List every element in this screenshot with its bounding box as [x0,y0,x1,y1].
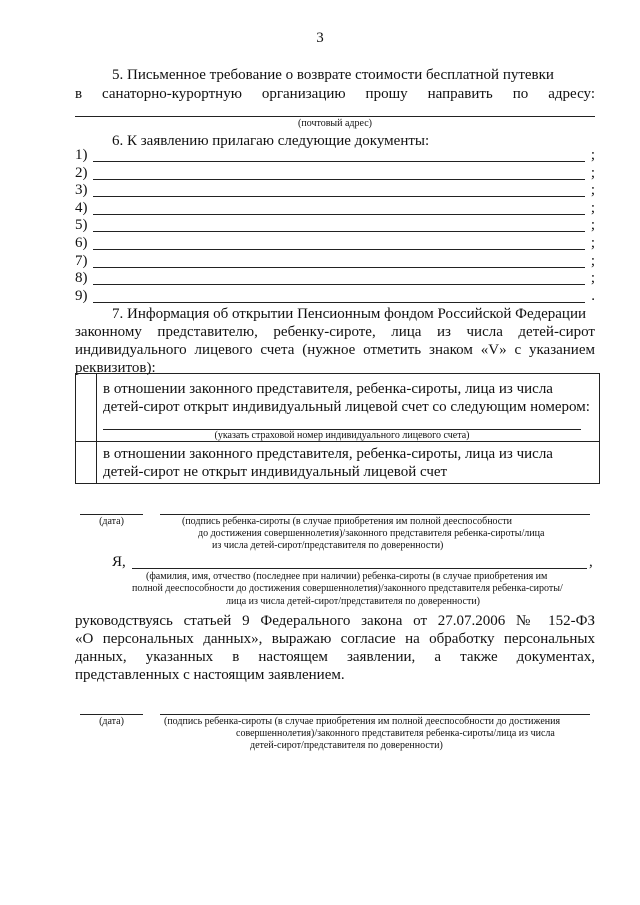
list-item-number: 8) [75,270,88,287]
signature-caption-1-line1: (подпись ребенка-сироты (в случае приобретения им полной дееспособности [182,516,512,527]
postal-address-caption: (почтовый адрес) [298,118,372,129]
document-line-field[interactable] [93,284,585,285]
list-item-number: 2) [75,164,88,181]
section5-line2: в санаторно-курортную организацию прошу направить по адресу: [75,86,595,102]
list-item-number: 7) [75,252,88,269]
signature-caption-1-line3: из числа детей-сирот/представителя по доверенности) [212,540,444,551]
consent-comma: , [589,554,593,570]
consent-text-line1: руководствуясь статьей 9 Федерального закона от 27.07.2006 № 152-ФЗ [75,613,595,629]
list-item [75,147,595,165]
list-item-end-mark: ; [590,270,595,287]
consent-ya: Я, [112,554,126,570]
document-line-field[interactable] [93,214,585,215]
section6-heading: 6. К заявлению прилагаю следующие документы: [112,133,430,149]
signature-field-2[interactable] [160,714,590,715]
document-line-field[interactable] [93,302,585,303]
list-item-end-mark: ; [590,235,595,251]
list-item [75,200,595,218]
list-item-number: 4) [75,199,88,216]
date-field-2[interactable] [80,714,143,715]
signature-caption-2-line2: совершеннолетия)/законного представителя ребенка-сироты/лица из числа [236,728,555,739]
full-name-field[interactable] [132,568,587,569]
list-item-number: 1) [75,147,88,163]
option-not-opened-line2: детей-сирот не открыт индивидуальный лицевой счет [103,464,448,480]
section7-line4: реквизитов): [75,360,156,376]
list-item-end-mark: ; [590,217,595,234]
date-caption-2: (дата) [99,716,124,727]
consent-text-line4: представленных с настоящим заявлением. [75,667,345,683]
list-item [75,288,595,306]
postal-address-field[interactable] [75,116,595,117]
document-line-field[interactable] [93,161,585,162]
table-row-divider [76,441,599,442]
list-item [75,270,595,288]
consent-text-line3: данных, указанных в настоящем заявлении, а также документах, [75,649,595,665]
section7-line2: законному представителю, ребенку-сироте, лица из числа детей-сирот [75,324,595,340]
document-line-field[interactable] [93,231,585,232]
option-opened-checkbox[interactable] [76,374,96,441]
list-item-end-mark: ; [590,252,595,269]
signature-caption-2-line3: детей-сирот/представителя по доверенности) [250,740,443,751]
section7-line1: 7. Информация об открытии Пенсионным фондом Российской Федерации [112,306,586,322]
signature-field-1[interactable] [160,514,590,515]
list-item [75,253,595,271]
section7-line3: индивидуального лицевого счета (нужное отметить знаком «V» с указанием [75,342,595,358]
document-line-field[interactable] [93,196,585,197]
section5-line1: 5. Письменное требование о возврате стоимости бесплатной путевки [112,67,554,83]
option-not-opened-line1: в отношении законного представителя, ребенка-сироты, лица из числа [103,446,553,462]
list-item-number: 9) [75,287,88,304]
signature-caption-2-line1: (подпись ребенка-сироты (в случае приобретения им полной дееспособности до достижения [164,716,561,727]
option-opened-line2: детей-сирот открыт индивидуальный лицевой счет со следующим номером: [103,399,590,415]
list-item-end-mark: . [591,287,595,304]
list-item [75,217,595,235]
list-item-end-mark: ; [590,164,595,181]
full-name-caption-line2: полной дееспособности до достижения совершеннолетия)/законного представителя ребенка-сироты/ [132,583,563,594]
document-line-field[interactable] [93,267,585,268]
option-opened-line1: в отношении законного представителя, ребенка-сироты, лица из числа [103,381,553,397]
date-caption-1: (дата) [99,516,124,527]
account-info-table [75,373,600,484]
option-not-opened-checkbox[interactable] [76,441,96,485]
page-number: 3 [316,30,324,46]
full-name-caption-line1: (фамилия, имя, отчество (последнее при наличии) ребенка-сироты (в случае приобретения им [146,571,548,582]
document-line-field[interactable] [93,179,585,180]
list-item-end-mark: ; [590,147,595,163]
list-item [75,235,595,253]
list-item-number: 6) [75,235,88,251]
list-item [75,165,595,183]
signature-caption-1-line2: до достижения совершеннолетия)/законного представителя ребенка-сироты/лица [198,528,545,539]
snils-caption: (указать страховой номер индивидуального лицевого счета) [214,430,470,441]
document-line-field[interactable] [93,249,585,250]
list-item-number: 3) [75,182,88,199]
list-item-end-mark: ; [590,182,595,199]
list-item [75,182,595,200]
consent-text-line2: «О персональных данных», выражаю согласие на обработку персональных [75,631,595,647]
list-item-number: 5) [75,217,88,234]
checkbox-column-divider [96,374,97,483]
full-name-caption-line3: лица из числа детей-сирот/представителя по доверенности) [226,596,481,607]
list-item-end-mark: ; [590,199,595,216]
date-field-1[interactable] [80,514,143,515]
